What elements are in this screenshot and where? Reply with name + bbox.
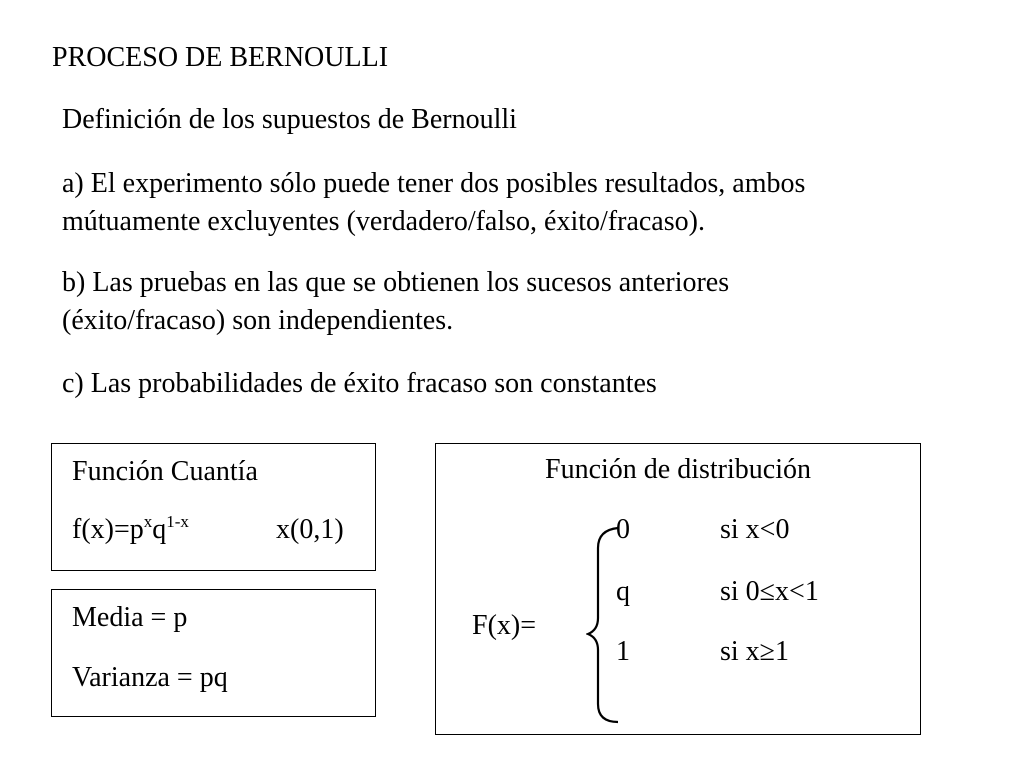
assumption-b-line1: b) Las pruebas en las que se obtienen los sucesos anteriores [62,267,730,298]
cuantia-formula-exp1: x [143,512,153,531]
page-title: PROCESO DE BERNOULLI [52,42,389,73]
assumption-b [62,264,992,340]
assumption-c-line1: c) Las probabilidades de éxito fracaso son constantes [62,368,657,399]
moments-box [51,589,376,717]
assumption-a-line2: mútuamente excluyentes (verdadero/falso, éxito/fracaso). [62,206,705,237]
distribution-lhs: F(x)= [472,610,537,641]
left-brace-icon [586,526,626,726]
cuantia-heading: Función Cuantía [72,456,258,487]
assumption-b-line2: (éxito/fracaso) son independientes. [62,305,454,336]
varianza-label: Varianza = pq [72,662,228,693]
cuantia-formula [72,514,189,546]
distribution-value-row1: 0 [616,514,630,545]
cuantia-box [51,443,376,571]
distribution-condition-row2: si 0≤x<1 [720,576,819,607]
media-label: Media = p [72,602,188,633]
cuantia-formula-exp2: 1-x [166,512,189,531]
assumption-c [62,365,992,403]
section-subtitle: Definición de los supuestos de Bernoulli [62,104,517,135]
distribution-condition-row3: si x≥1 [720,636,790,667]
distribution-box [435,443,921,735]
distribution-value-row3: 1 [616,636,630,667]
assumption-a [62,165,992,241]
assumption-a-line1: a) El experimento sólo puede tener dos posibles resultados, ambos [62,168,806,199]
cuantia-formula-mid: q [152,514,167,545]
cuantia-formula-base: f(x)=p [72,514,144,545]
distribution-condition-row1: si x<0 [720,514,790,545]
distribution-value-row2: q [616,576,630,607]
distribution-heading: Función de distribución [545,454,811,485]
cuantia-domain: x(0,1) [276,514,344,545]
